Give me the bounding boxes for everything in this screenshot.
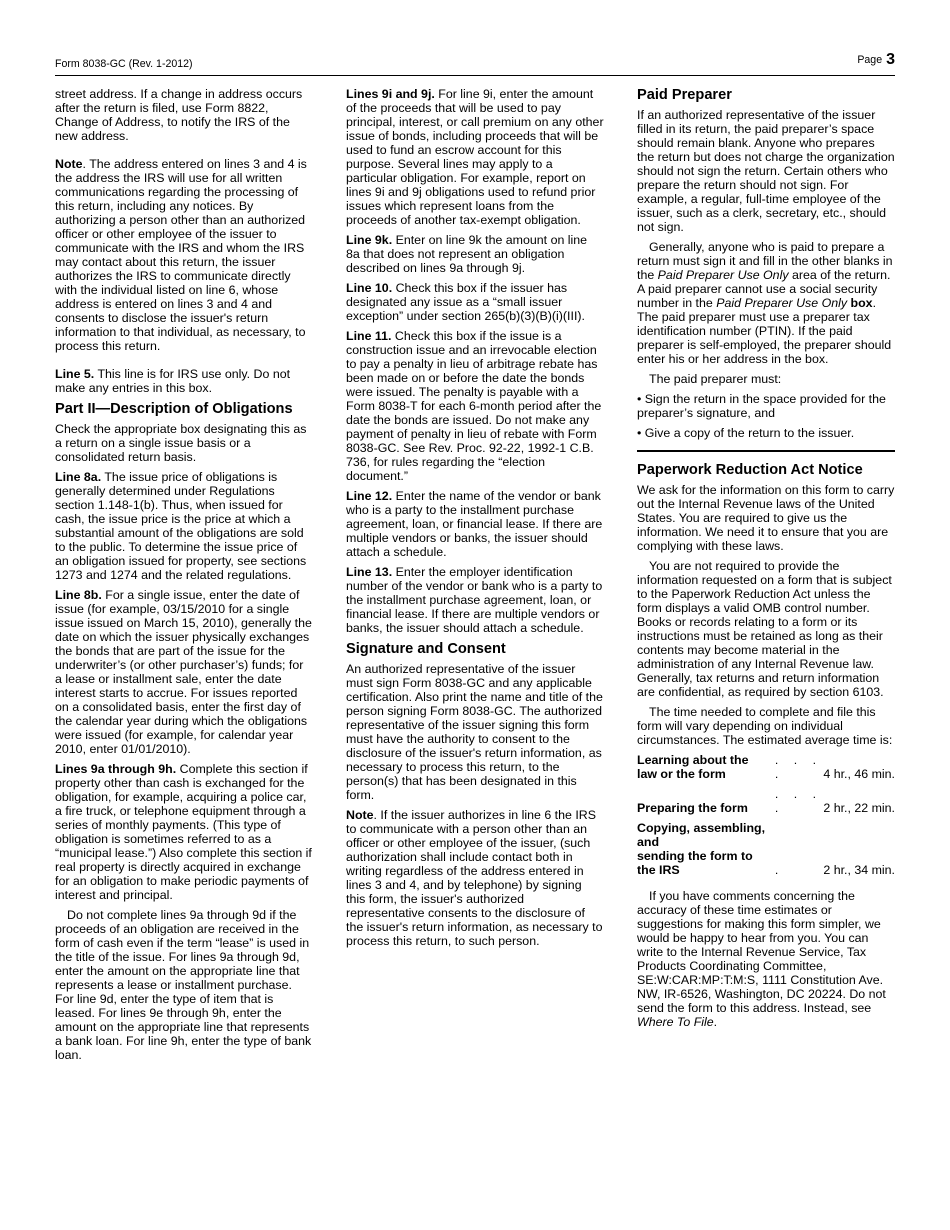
time-label: [637, 821, 771, 883]
line-9k-paragraph: [346, 233, 604, 275]
time-row-copying: [637, 821, 895, 883]
lines-9a-9h-paragraph: [55, 762, 313, 902]
time-label: Preparing the form: [637, 801, 748, 815]
line-5-label: Line 5.: [55, 367, 95, 381]
paid-p2-text-b: area of the return. A paid preparer cannot use a social security number in the: [637, 268, 891, 310]
line-11-text: Check this box if the issue is a construction issue and an irrevocable election to pay a penalty in lieu of arbitrage rebate has been made on or before the date the bonds were issued. The penalty is payable with a Form 8038-T for each 6-month period after the date the bonds are issued. Do not make any payment of penalty in lieu of rebate with Form 8038-GC. See Rev. Proc. 92-22, 1992-1 C.B. 736, for rules regarding the “election document.”: [346, 329, 602, 483]
address-note-paragraph: [55, 157, 313, 353]
pra-p4-text-a: If you have comments concerning the accuracy of these time estimates or suggestions for making this form simpler, we would be happy to hear from you. You can write to the Internal Revenue Service, Tax Products Coordinating Committee, SE:W:CAR:MP:T:M:S, 1111 Constitution Ave. NW, IR-6526, Washington, DC 20224. Do not send the form to this address. Instead, see: [637, 889, 886, 1015]
lines-9a-9h-text: Complete this section if property other than cash is exchanged for the obligation, for example, acquiring a police car, a fire truck, or telephone equipment through a series of monthly payments. (This type of obligation is sometimes referred to as a “municipal lease.”) Also complete this section if real property is directly acquired in exchange for an obligation to make periodic payments of interest and principal.: [55, 762, 312, 902]
street-address-paragraph: street address. If a change in address occurs after the return is filed, use Form 8822, Change of Address, to notify the IRS of the new address.: [55, 87, 303, 143]
line-10-paragraph: [346, 281, 604, 323]
line-13-text: Enter the employer identification number of the vendor or bank who is a party to the installment purchase agreement, loan, or financial lease. If there are multiple vendors or banks, the issuer should attach a schedule.: [346, 565, 603, 635]
pra-p4-text-b: .: [713, 1015, 718, 1029]
pra-paragraph-3: The time needed to complete and file this form will vary depending on individual circumstances. The estimated average time is:: [637, 705, 893, 747]
line-10-label: Line 10.: [346, 281, 393, 295]
page-number: [857, 53, 895, 67]
part-2-intro: Check the appropriate box designating this as a return on a single issue basis or a consolidated return basis.: [55, 422, 307, 464]
column-1: [55, 87, 313, 1068]
line-8a-label: Line 8a.: [55, 470, 102, 484]
lines-9i-9j-label: Lines 9i and 9j.: [346, 87, 435, 101]
line-9k-label: Line 9k.: [346, 233, 393, 247]
pra-p4-italic: Where To File: [637, 1015, 714, 1029]
paid-p2-text-a: Generally, anyone who is paid to prepare a return must sign it and fill in the other blanks in the: [637, 240, 893, 282]
lines-9i-9j-text: For line 9i, enter the amount of the proceeds that will be used to pay principal, interest, or call premium on any other issue of bonds, including proceeds that will be used to fund an escrow account for this purpose. Several lines may apply to a particular obligation. For example, report on lines 9i and 9j obligations used to refund prior issues which represent loans from the proceeds of another tax-exempt obligation.: [346, 87, 604, 227]
time-row-learning: [637, 753, 895, 787]
paperwork-reduction-heading: Paperwork Reduction Act Notice: [637, 462, 863, 478]
note-label: Note: [346, 808, 374, 822]
paid-preparer-paragraph-2: [637, 240, 895, 366]
time-row-preparing: [637, 787, 895, 821]
paid-preparer-paragraph-1: If an authorized representative of the issuer filled in its return, the paid preparer’s space should remain blank. Anyone who prepares the return but does not charge the organization should not sign the return. Certain others who prepare the return should not sign. For example, a regular, full-time employee of the issuer, such as a clerk, secretary, etc., should not sign.: [637, 108, 895, 234]
leader-dots: . . . .: [774, 787, 823, 815]
line-13-label: Line 13.: [346, 565, 393, 579]
column-3: [637, 87, 895, 1035]
line-8a-text: The issue price of obligations is generally determined under Regulations section 1.148-1(b). Thus, when issued for cash, the issue price is the price at which a substantial amount of the obligations are sold to the public. To determine the issue price of an obligation issued for property, see sections 1273 and 1274 and the related regulations.: [55, 470, 307, 582]
line-12-paragraph: [346, 489, 604, 559]
note-label: Note: [55, 157, 83, 171]
line-5-paragraph: [55, 367, 313, 395]
pra-paragraph-1: We ask for the information on this form to carry out the Internal Revenue laws of the United States. You are required to give us the information. We need it to ensure that you are complying with these laws.: [637, 483, 895, 553]
paid-p2-bold: box: [850, 296, 873, 310]
line-13-paragraph: [346, 565, 604, 635]
bullet-give-copy: • Give a copy of the return to the issuer.: [637, 426, 855, 440]
note-text: . The address entered on lines 3 and 4 is the address the IRS will use for all written communications regarding the processing of this return, including any notices. By authorizing a person other than an authorized officer or other employee of the issuer to communicate with the IRS and whom the IRS may contact about this return, the issuer authorizes the IRS to communicate directly with the individual listed on line 6, whose address is entered on lines 3 and 4 and consents to disclose the issuer's return information to that individual, as necessary, to process this return.: [55, 157, 307, 353]
column-2: [346, 87, 604, 954]
line-11-label: Line 11.: [346, 329, 392, 343]
line-8b-label: Line 8b.: [55, 588, 102, 602]
time-label-line-1: Copying, assembling, and: [637, 821, 766, 849]
lines-9i-9j-paragraph: [346, 87, 604, 227]
time-estimates-table: [637, 753, 895, 883]
time-value: 2 hr., 34 min.: [823, 863, 895, 877]
line-5-text: This line is for IRS use only. Do not make any entries in this box.: [55, 367, 291, 395]
time-label-line-2: law or the form: [637, 767, 726, 781]
do-not-complete-paragraph: Do not complete lines 9a through 9d if the proceeds of an obligation are received in the form of cash even if the term “lease” is used in the title of the issue. For lines 9a through 9d, enter the amount on the appropriate line that represents a lease or installment purchase. For line 9d, enter the type of item that is leased. For lines 9e through 9h, enter the amount on the appropriate line that represents a bank loan. For line 9h, enter the type of bank loan.: [55, 908, 312, 1062]
line-12-label: Line 12.: [346, 489, 393, 503]
leader-dots: . . . .: [774, 753, 823, 781]
authorization-note-paragraph: [346, 808, 604, 948]
bullet-sign-return: • Sign the return in the space provided for the preparer’s signature, and: [637, 392, 886, 420]
page-header: [55, 53, 895, 76]
page-number-value: 3: [886, 51, 895, 68]
leader-dots: .: [774, 863, 785, 877]
paid-preparer-heading: Paid Preparer: [637, 87, 732, 103]
time-label: [637, 753, 771, 787]
line-9k-text: Enter on line 9k the amount on line 8a that does not represent an obligation described on lines 9a through 9j.: [346, 233, 588, 275]
line-12-text: Enter the name of the vendor or bank who is a party to the installment purchase agreement, loan, or financial lease. If there are multiple vendors or banks, the issuer should attach a schedule.: [346, 489, 603, 559]
signature-consent-heading: Signature and Consent: [346, 641, 506, 657]
page-label: Page: [857, 54, 883, 66]
line-8b-text: For a single issue, enter the date of issue (for example, 03/15/2010 for a single issue issued on March 15, 2010), generally the date on which the issuer physically exchanges the bonds that are part of the issue for the underwriter’s (or other purchaser’s) funds; for a lease or installment sale, enter the date interest starts to accrue. For issues reported on a consolidated basis, enter the first day of the calendar year during which the obligations were issued (for example, for calendar year 2010, enter 01/01/2010).: [55, 588, 312, 756]
paid-p2-italic-1: Paid Preparer Use Only: [657, 268, 789, 282]
note-text: . If the issuer authorizes in line 6 the IRS to communicate with a person other than an officer or other employee of the issuer, (such authorization shall include contact both in writing regardless of the address entered in lines 3 and 4, and by telephone) by signing this form, the issuer's authorized representative consents to the disclosure of the issuer's return information, as necessary to process this return, to such person.: [346, 808, 603, 948]
section-divider: [637, 450, 895, 452]
paid-p2-text-c: . The paid preparer must use a preparer tax identification number (PTIN). If the paid preparer is self-employed, the preparer should enter his or her address in the box.: [637, 296, 892, 366]
line-8b-paragraph: [55, 588, 313, 756]
time-value: 4 hr., 46 min.: [823, 767, 895, 781]
time-label-line-1: Learning about the: [637, 753, 749, 767]
pra-paragraph-4: [637, 889, 895, 1029]
line-8a-paragraph: [55, 470, 313, 582]
time-value: 2 hr., 22 min.: [823, 801, 895, 815]
line-11-paragraph: [346, 329, 604, 483]
time-label-line-2: sending the form to the IRS: [637, 849, 753, 877]
line-10-text: Check this box if the issuer has designated any issue as a “small issuer exception” under section 265(b)(3)(B)(i)(III).: [346, 281, 585, 323]
paid-p2-italic-2: Paid Preparer Use Only: [716, 296, 848, 310]
paid-preparer-paragraph-3: The paid preparer must:: [649, 372, 782, 386]
form-identifier: Form 8038-GC (Rev. 1-2012): [55, 58, 193, 70]
part-2-heading: Part II—Description of Obligations: [55, 401, 293, 417]
lines-9a-9h-label: Lines 9a through 9h.: [55, 762, 177, 776]
signature-consent-paragraph: An authorized representative of the issuer must sign Form 8038-GC and any applicable certification. Also print the name and title of the person signing Form 8038-GC. The authorized representative of the issuer signing this form must have the authority to consent to the disclosure of the issuer's return information, as necessary to process this return, to the person(s) that has been designated in this form.: [346, 662, 603, 802]
pra-paragraph-2: You are not required to provide the information requested on a form that is subject to the Paperwork Reduction Act unless the form displays a valid OMB control number. Books or records relating to a form or its instructions must be retained as long as their contents may become material in the administration of any Internal Revenue law. Generally, tax returns and return information are confidential, as required by section 6103.: [637, 559, 892, 699]
